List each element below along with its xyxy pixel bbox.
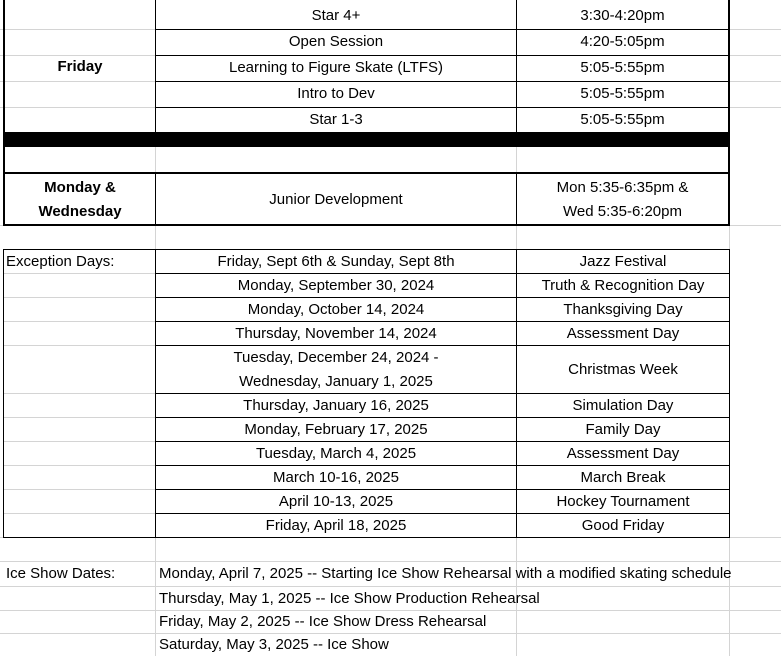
time-cell[interactable]: 3:30-4:20pm: [580, 7, 665, 24]
session-cell[interactable]: Open Session: [288, 33, 384, 50]
exception-date-cell[interactable]: Thursday, January 16, 2025: [243, 396, 429, 414]
exception-date-cell[interactable]: [156, 346, 516, 393]
session-cell[interactable]: Learning to Figure Skate (LTFS): [229, 59, 443, 76]
ice-show-label: Ice Show Dates:: [6, 565, 116, 582]
border: [729, 249, 730, 538]
gridline: [4, 513, 155, 514]
exception-reason-cell[interactable]: Simulation Day: [572, 396, 674, 414]
time-line2: Wed 5:35-6:20pm: [563, 203, 682, 220]
session-cell[interactable]: Star 1-3: [309, 111, 363, 128]
monwed-day-label: [5, 176, 155, 224]
ice-show-item[interactable]: Friday, May 2, 2025 -- Ice Show Dress Rehearsal: [159, 613, 487, 630]
exception-date-cell[interactable]: Monday, September 30, 2024: [237, 276, 435, 294]
time-cell[interactable]: 5:05-5:55pm: [580, 59, 665, 76]
time-cell[interactable]: 5:05-5:55pm: [580, 111, 665, 128]
exception-reason-cell[interactable]: March Break: [580, 468, 666, 486]
exception-date-cell[interactable]: March 10-16, 2025: [273, 468, 399, 486]
exception-reason-cell[interactable]: Good Friday: [581, 516, 665, 534]
exception-reason-cell[interactable]: Truth & Recognition Day: [541, 276, 705, 294]
exception-date-cell[interactable]: April 10-13, 2025: [278, 492, 394, 510]
gridline: [4, 441, 155, 442]
border: [3, 172, 730, 174]
session-cell[interactable]: Junior Development: [269, 191, 403, 208]
separator-bar: [3, 132, 730, 147]
exception-reason-cell[interactable]: Jazz Festival: [579, 252, 667, 270]
ice-show-item[interactable]: Thursday, May 1, 2025 -- Ice Show Production Rehearsal: [159, 589, 540, 607]
exception-days-label: Exception Days:: [6, 252, 115, 270]
exception-date-cell[interactable]: Monday, February 17, 2025: [244, 420, 428, 438]
exception-reason-cell[interactable]: Hockey Tournament: [556, 492, 690, 510]
border: [3, 224, 730, 226]
exception-date-cell[interactable]: Monday, October 14, 2024: [247, 300, 425, 318]
gridline: [4, 465, 155, 466]
time-cell[interactable]: [517, 176, 728, 224]
exception-reason-cell[interactable]: Family Day: [585, 420, 661, 438]
exception-date-cell[interactable]: Friday, Sept 6th & Sunday, Sept 8th: [217, 252, 455, 270]
monwed-day-line1: Monday &: [44, 179, 116, 196]
exception-date-cell[interactable]: Friday, April 18, 2025: [265, 516, 407, 534]
session-cell[interactable]: Star 4+: [311, 7, 361, 24]
friday-day-label: Friday: [57, 58, 103, 75]
date-line1: Tuesday, December 24, 2024 -: [233, 348, 439, 366]
border: [728, 172, 730, 225]
exception-reason-cell[interactable]: Christmas Week: [568, 360, 678, 378]
time-cell[interactable]: 5:05-5:55pm: [580, 85, 665, 102]
session-cell[interactable]: Intro to Dev: [297, 85, 375, 102]
gridline: [4, 489, 155, 490]
ice-show-item[interactable]: Monday, April 7, 2025 -- Starting Ice Show Rehearsal with a modified skating schedule: [159, 565, 732, 582]
exception-date-cell[interactable]: Thursday, November 14, 2024: [235, 324, 437, 342]
gridline: [4, 321, 155, 322]
exception-date-cell[interactable]: Tuesday, March 4, 2025: [255, 444, 417, 462]
gridline: [4, 345, 155, 346]
exception-reason-cell[interactable]: Assessment Day: [566, 444, 680, 462]
date-line2: Wednesday, January 1, 2025: [239, 372, 433, 390]
gridline: [4, 417, 155, 418]
exception-reason-cell[interactable]: Thanksgiving Day: [563, 300, 683, 318]
time-cell[interactable]: 4:20-5:05pm: [580, 33, 665, 50]
exception-reason-cell[interactable]: Assessment Day: [566, 324, 680, 342]
border: [3, 147, 5, 172]
gridline: [4, 297, 155, 298]
ice-show-item[interactable]: Saturday, May 3, 2025 -- Ice Show: [159, 636, 389, 653]
gridline: [4, 393, 155, 394]
monwed-day-line2: Wednesday: [38, 203, 122, 220]
time-line1: Mon 5:35-6:35pm &: [556, 179, 689, 196]
